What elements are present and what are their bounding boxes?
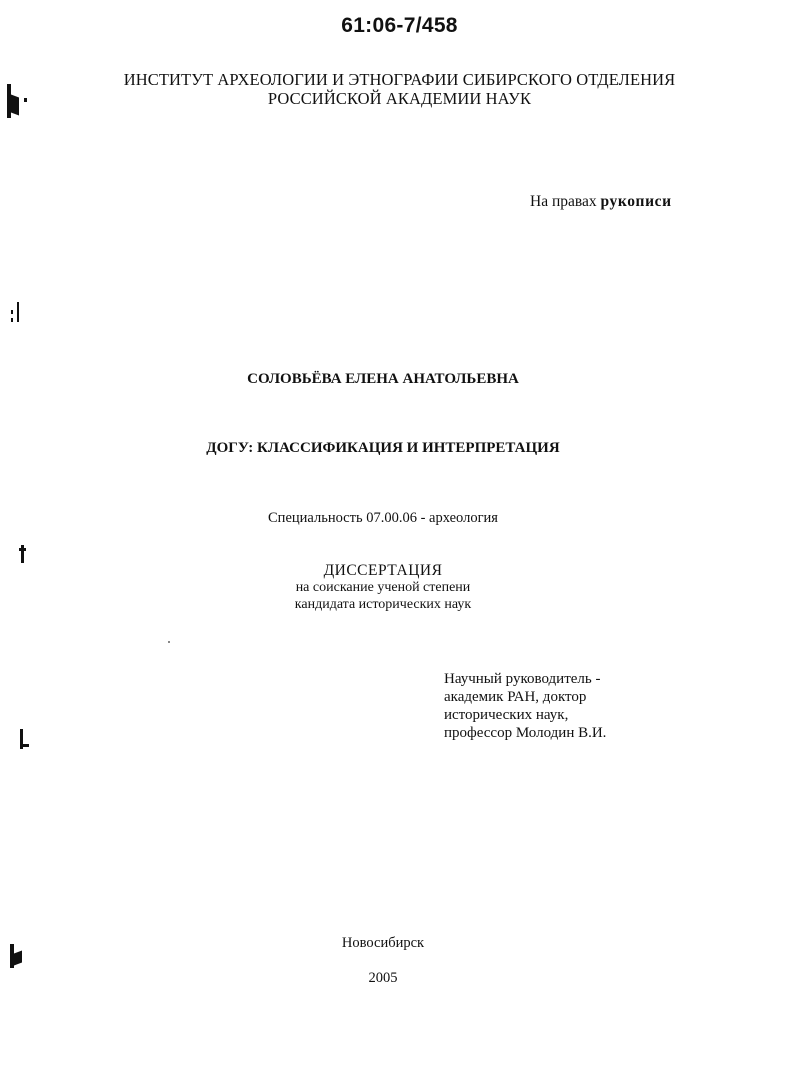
- institute-line-1: ИНСТИТУТ АРХЕОЛОГИИ И ЭТНОГРАФИИ СИБИРСКОГО ОТДЕЛЕНИЯ: [123, 70, 676, 89]
- supervisor-line-1: Научный руководитель -: [444, 671, 601, 687]
- dissertation-title: ДОГУ: КЛАССИФИКАЦИЯ И ИНТЕРПРЕТАЦИЯ: [206, 440, 560, 456]
- rights-emphasis: рукописи: [600, 193, 672, 210]
- institute-name: [0, 70, 799, 108]
- manuscript-rights: [530, 193, 672, 211]
- supervisor-block: [444, 670, 606, 742]
- dissertation-heading: ДИССЕРТАЦИЯ: [323, 562, 443, 579]
- institute-line-2: РОССИЙСКОЙ АКАДЕМИИ НАУК: [267, 89, 532, 108]
- city: Новосибирск: [341, 935, 425, 951]
- year: 2005: [368, 970, 398, 986]
- author-name: СОЛОВЬЁВА ЕЛЕНА АНАТОЛЬЕВНА: [247, 371, 519, 387]
- dissertation-block: [0, 562, 766, 613]
- supervisor-line-4: профессор Молодин В.И.: [444, 725, 607, 741]
- degree-line-1: на соискание ученой степени: [295, 580, 471, 595]
- supervisor-line-3: исторических наук,: [444, 707, 569, 723]
- degree-line-2: кандидата исторических наук: [294, 597, 472, 612]
- catalog-code: 61:06-7/458: [341, 14, 458, 37]
- specialty: Специальность 07.00.06 - археология: [268, 510, 498, 526]
- supervisor-line-2: академик РАН, доктор: [444, 689, 587, 705]
- rights-prefix: На правах: [530, 193, 601, 210]
